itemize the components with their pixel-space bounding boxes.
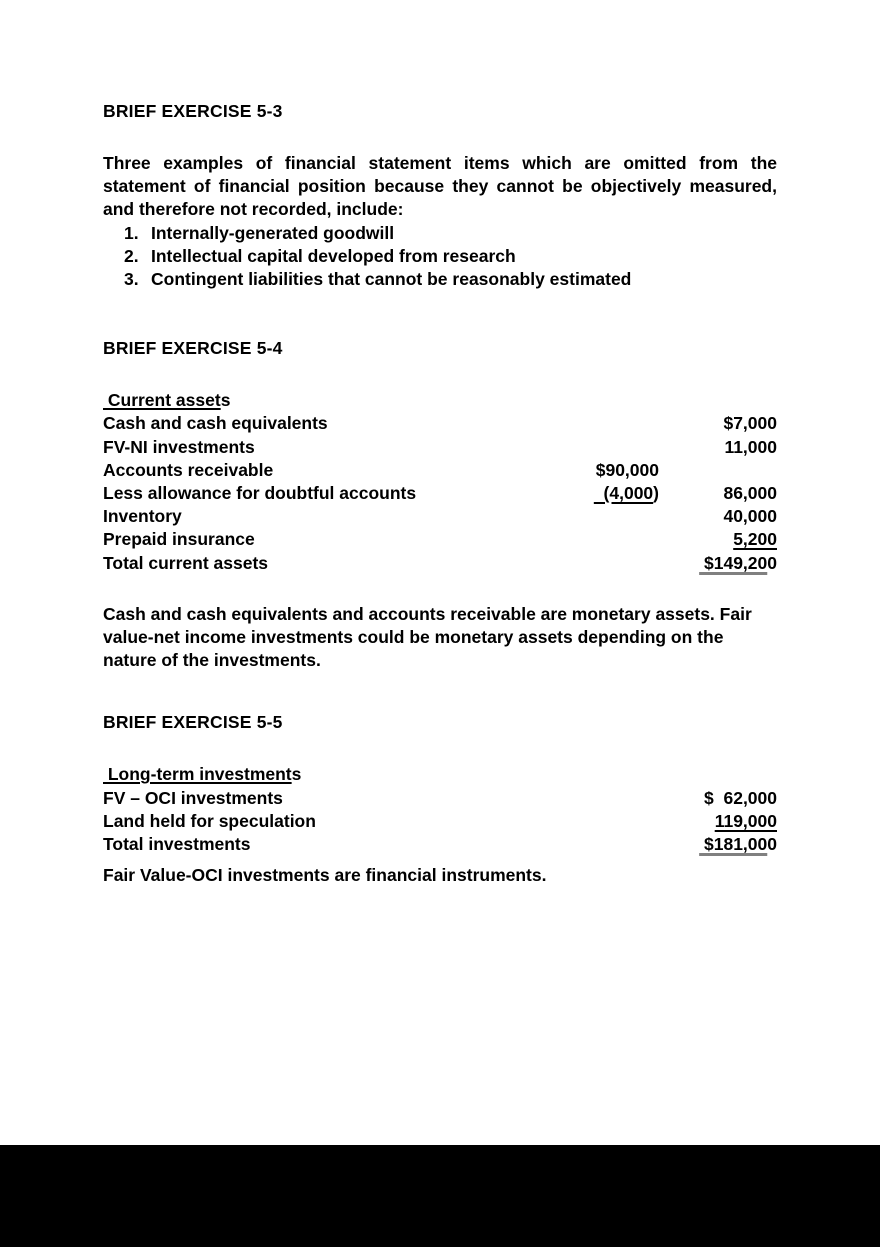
exercise-54-note: Cash and cash equivalents and accounts receivable are monetary assets. Fair value-net income investments could be monetary assets depending on the nature of the investments. xyxy=(103,603,752,671)
spacer xyxy=(103,291,777,337)
current-assets-table xyxy=(103,389,777,575)
spacer xyxy=(103,122,777,152)
exercise-54-heading: BRIEF EXERCISE 5-4 xyxy=(103,338,283,359)
inner-amount xyxy=(529,528,659,551)
row-label: Land held for speculation xyxy=(103,810,316,831)
exercise-53-paragraph: Three examples of financial statement items which are omitted from the statement of financial position because they cannot be objectively measured, and therefore not recorded, include: xyxy=(103,153,777,220)
table-row-section-header xyxy=(103,389,777,412)
total-amount-tail-text: 0 xyxy=(767,552,777,573)
section-header-tail-text: s xyxy=(220,390,231,411)
section-header-tail-text: s xyxy=(291,764,302,785)
table-row xyxy=(103,482,777,505)
section-header-current-assets xyxy=(103,389,529,412)
table-row xyxy=(103,459,777,482)
list-item-label: Internally-generated goodwill xyxy=(151,222,395,243)
table-row xyxy=(103,505,777,528)
row-label: Less allowance for doubtful accounts xyxy=(103,483,417,504)
exercise-53-list xyxy=(103,222,777,292)
outer-amount-text: 119,000 xyxy=(714,810,777,831)
document-content xyxy=(103,100,777,887)
table-row-total xyxy=(103,552,777,575)
outer-amount xyxy=(659,810,777,833)
list-item-label: Intellectual capital developed from research xyxy=(151,245,516,266)
spacer xyxy=(103,359,777,389)
long-term-investments-table xyxy=(103,763,777,856)
outer-amount: $7,000 xyxy=(723,413,777,434)
row-label: Cash and cash equivalents xyxy=(103,413,328,434)
row-label: Accounts receivable xyxy=(103,459,274,480)
exercise-55-note: Fair Value-OCI investments are financial instruments. xyxy=(103,865,547,886)
table-row xyxy=(103,412,777,435)
page-bottom-black-bar xyxy=(0,1145,880,1247)
list-item-label: Contingent liabilities that cannot be reasonably estimated xyxy=(151,269,632,290)
table-row xyxy=(103,787,777,810)
inner-amount xyxy=(529,482,659,505)
inner-amount xyxy=(529,763,659,786)
exercise-55-heading: BRIEF EXERCISE 5-5 xyxy=(103,712,283,733)
outer-amount: $ 62,000 xyxy=(704,787,777,808)
spacer xyxy=(103,856,777,864)
table-row xyxy=(103,528,777,551)
total-amount-underlined-text: $149,20 xyxy=(699,552,768,573)
inner-amount xyxy=(529,505,659,528)
row-label-total: Total investments xyxy=(103,834,251,855)
outer-amount xyxy=(659,389,777,412)
outer-amount xyxy=(659,528,777,551)
inner-amount-underlined-text: (4,000 xyxy=(593,483,654,504)
table-row xyxy=(103,810,777,833)
table-row-total xyxy=(103,833,777,856)
list-item xyxy=(124,245,777,268)
outer-amount-total xyxy=(659,552,777,575)
list-item xyxy=(124,222,777,245)
table-row xyxy=(103,436,777,459)
section-header-underlined-text: Long-term investment xyxy=(103,764,292,785)
outer-amount-total xyxy=(659,833,777,856)
inner-amount-tail-text: ) xyxy=(653,483,659,504)
outer-amount xyxy=(659,459,777,482)
inner-amount xyxy=(529,389,659,412)
row-label: Prepaid insurance xyxy=(103,529,255,550)
list-item-number: 1. xyxy=(124,222,139,243)
list-item xyxy=(124,268,777,291)
section-header-long-term-investments xyxy=(103,763,529,786)
list-item-number: 2. xyxy=(124,245,139,266)
row-label: FV – OCI investments xyxy=(103,787,283,808)
outer-amount xyxy=(659,763,777,786)
outer-amount: 11,000 xyxy=(724,436,777,457)
list-item-number: 3. xyxy=(124,269,139,290)
inner-amount xyxy=(529,436,659,459)
outer-amount: 86,000 xyxy=(723,483,777,504)
section-header-underlined-text: Current asset xyxy=(103,390,221,411)
total-amount-tail-text: 0 xyxy=(767,834,777,855)
inner-amount xyxy=(529,412,659,435)
row-label-total: Total current assets xyxy=(103,552,269,573)
spacer xyxy=(103,672,777,711)
table-row-section-header xyxy=(103,763,777,786)
inner-amount xyxy=(529,787,659,810)
exercise-53-heading: BRIEF EXERCISE 5-3 xyxy=(103,101,283,121)
spacer xyxy=(103,733,777,763)
row-label: Inventory xyxy=(103,506,182,527)
inner-amount xyxy=(529,833,659,856)
outer-amount-text: 5,200 xyxy=(733,529,777,550)
inner-amount xyxy=(529,810,659,833)
total-amount-underlined-text: $181,00 xyxy=(699,834,768,855)
row-label: FV-NI investments xyxy=(103,436,255,457)
outer-amount: 40,000 xyxy=(723,506,777,527)
inner-amount xyxy=(529,552,659,575)
inner-amount: $90,000 xyxy=(595,459,659,480)
spacer xyxy=(103,575,777,603)
